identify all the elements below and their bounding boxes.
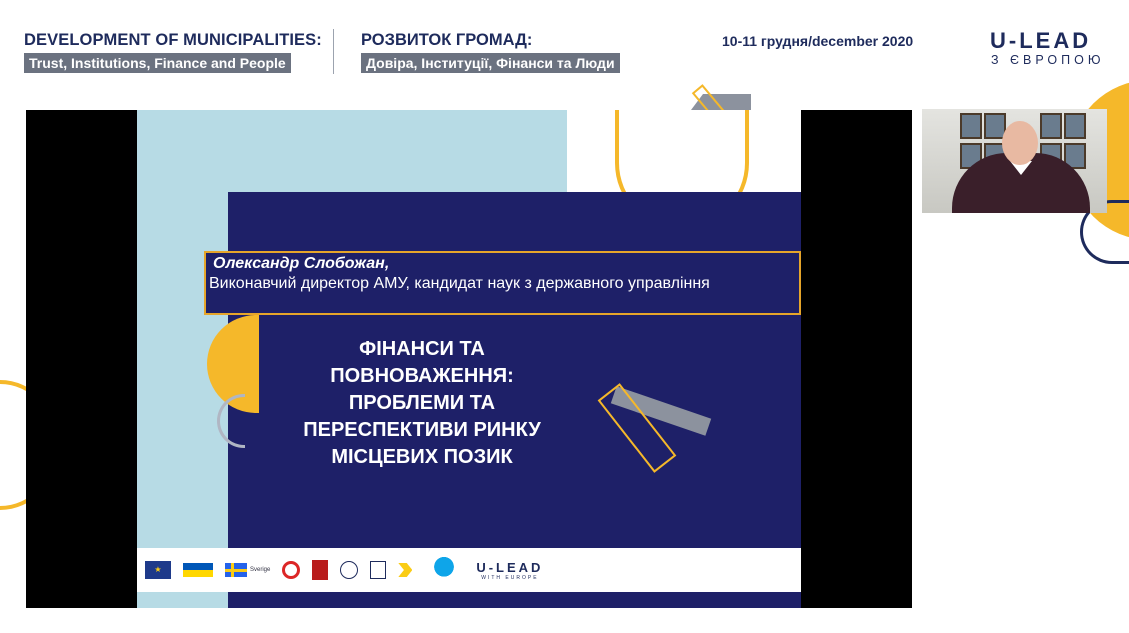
event-title-ua: РОЗВИТОК ГРОМАД:	[361, 31, 533, 49]
tree-icon	[424, 554, 464, 586]
partner-logos-bar	[137, 548, 801, 592]
decor-strip-top	[691, 94, 801, 110]
tryzub-icon	[370, 561, 386, 579]
presentation-slide	[137, 110, 801, 608]
denmark-crest-icon	[312, 560, 328, 580]
speaker-face	[1002, 121, 1038, 165]
arrow-icon	[398, 563, 412, 577]
ulead-mini-label: U-LEAD	[476, 559, 544, 575]
minregion-logo	[398, 563, 412, 577]
event-subtitle-en: Trust, Institutions, Finance and People	[24, 53, 291, 73]
sweden-flag-icon	[225, 563, 247, 577]
polish-aid-icon	[282, 561, 300, 579]
emblem-logo	[340, 561, 358, 579]
eu-flag-icon: ★	[145, 561, 171, 579]
ulead-logo-subtitle: З ЄВРОПОЮ	[991, 53, 1105, 67]
speaker-webcam-video	[922, 109, 1107, 213]
wall-picture	[960, 113, 982, 139]
sweden-logo	[225, 563, 270, 577]
event-date: 10-11 грудня/december 2020	[722, 33, 914, 49]
sweden-label: Sverige	[250, 567, 271, 573]
ulead-mini-logo	[476, 560, 543, 581]
wall-picture	[1064, 113, 1086, 139]
ulead-mini-sub: WITH EUROPE	[481, 574, 539, 581]
ukr-ger-logo	[183, 563, 213, 577]
speaker-name: Олександр Слобожан,	[213, 255, 390, 272]
ulead-logo: U-LEAD	[990, 28, 1092, 53]
ukraine-germany-flag-icon	[183, 563, 213, 577]
slide-bottom-strip	[228, 592, 801, 608]
denmark-logo	[312, 560, 328, 580]
wall-picture	[1040, 113, 1062, 139]
eu-logo	[145, 561, 171, 579]
speaker-role: Виконавчий директор АМУ, кандидат наук з державного управління	[209, 275, 710, 292]
header-divider	[333, 29, 334, 74]
event-title-en: DEVELOPMENT OF MUNICIPALITIES:	[24, 31, 322, 49]
speaker-caption	[204, 251, 801, 315]
decentralization-logo	[424, 554, 464, 586]
slide-title: ФІНАНСИ ТА ПОВНОВАЖЕННЯ: ПРОБЛЕМИ ТА ПЕРЕСПЕКТИВИ РИНКУ МІСЦЕВИХ ПОЗИК	[303, 338, 541, 468]
mdt-logo	[370, 561, 386, 579]
emblem-icon	[340, 561, 358, 579]
event-subtitle-ua: Довіра, Інституції, Фінанси та Люди	[361, 53, 620, 73]
polish-aid-logo	[282, 561, 300, 579]
